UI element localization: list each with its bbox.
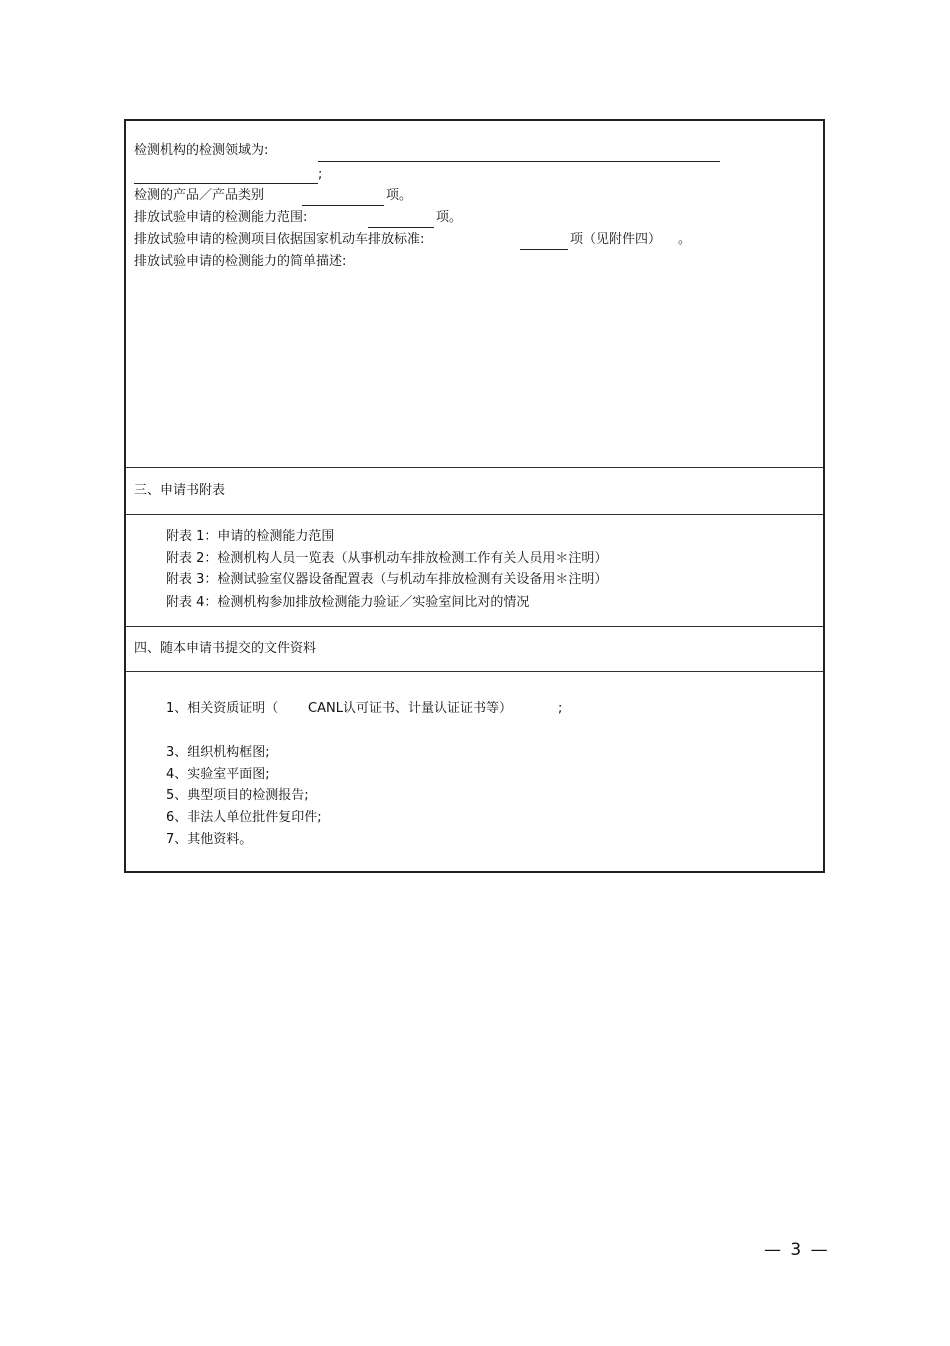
attachment-item: 附表 3：检测试验室仪器设备配置表（与机动车排放检测有关设备用＊注明） [166,572,608,587]
document-item-end: ; [558,701,563,716]
document-item-body: CANL认可证书、计量认证证书等） [308,701,512,716]
field-domain-blank [318,161,720,162]
page-number: — 3 — [764,1240,830,1260]
document-item: 4、实验室平面图; [166,767,270,782]
attachment-item: 附表 2：检测机构人员一览表（从事机动车排放检测工作有关人员用＊注明） [166,551,608,566]
scope-unit: 项。 [436,210,463,225]
divider [126,671,823,672]
document-item: 7、其他资料。 [166,832,253,847]
field-domain-end: ; [318,167,323,182]
documents-heading: 四、随本申请书提交的文件资料 [134,641,317,656]
scope-count-blank [368,227,434,228]
divider [126,514,823,515]
document-item: 6、非法人单位批件复印件; [166,810,322,825]
description-label: 排放试验申请的检测能力的简单描述: [134,254,347,269]
document-item: 5、典型项目的检测报告; [166,788,309,803]
application-form-table [124,119,825,873]
divider [126,467,823,468]
attachment-item: 附表 4：检测机构参加排放检测能力验证／实验室间比对的情况 [166,595,530,610]
standard-unit: 项（见附件四） [570,232,662,247]
attachments-heading: 三、申请书附表 [134,483,226,498]
document-item-prefix: 1、相关资质证明（ [166,701,279,716]
field-domain-label: 检测机构的检测领域为: [134,143,269,158]
products-label: 检测的产品／产品类别 [134,188,265,203]
standard-count-blank [520,249,568,250]
products-count-blank [302,205,384,206]
standard-label: 排放试验申请的检测项目依据国家机动车排放标准: [134,232,425,247]
document-item: 3、组织机构框图; [166,745,270,760]
standard-end: 。 [678,232,692,247]
products-unit: 项。 [386,188,413,203]
field-domain-blank-2 [134,183,318,184]
scope-label: 排放试验申请的检测能力范围: [134,210,308,225]
divider [126,626,823,627]
attachment-item: 附表 1：申请的检测能力范围 [166,529,335,544]
